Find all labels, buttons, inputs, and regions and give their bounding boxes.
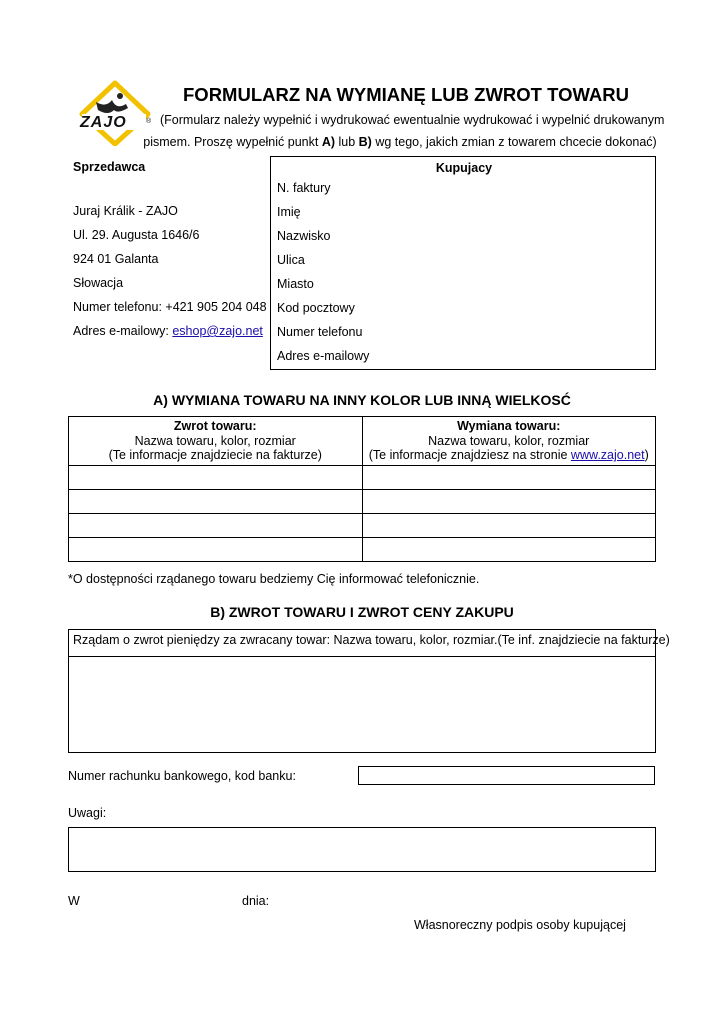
logo-registered-mark: ® [146,118,152,125]
buyer-postcode-field[interactable]: Kod pocztowy [277,301,355,315]
seller-name: Juraj Králik - ZAJO [73,204,178,218]
seller-heading: Sprzedawca [73,160,146,174]
subtitle-line-1: (Formularz należy wypełnić i wydrukować ewentualnie wydrukować i wypelnić drukowanym [160,113,665,127]
exchange-table [68,416,656,562]
exchange-input-cell[interactable] [362,538,656,562]
table-row [69,466,656,490]
availability-note: *O dostępności rządanego towaru bedziemy Cię informować telefonicznie. [68,572,480,586]
zajo-website-link[interactable]: www.zajo.net [570,448,645,463]
return-input-cell[interactable] [69,490,363,514]
table-row [69,490,656,514]
refund-input-area[interactable] [69,657,655,752]
refund-request-text: Rządam o zwrot pieniędzy za zwracany towar: Nazwa towaru, kolor, rozmiar.(Te inf. znajdziecie na fakturze) [73,633,670,647]
table-row [69,514,656,538]
logo-text: ZAJO [80,114,127,131]
section-b-title: B) ZWROT TOWARU I ZWROT CENY ZAKUPU [210,604,514,620]
exchange-column-header: Wymiana towaru: Nazwa towaru, kolor, rozmiar (Te informacje znajdziesz na stronie www.zajo.net) [362,417,656,466]
buyer-heading: Kupujacy [435,161,493,175]
exchange-input-cell[interactable] [362,466,656,490]
return-input-cell[interactable] [69,466,363,490]
refund-box [68,629,670,753]
seller-street: Ul. 29. Augusta 1646/6 [73,228,200,242]
table-row [69,538,656,562]
return-input-cell[interactable] [69,514,363,538]
seller-email-link[interactable]: eshop@zajo.net [172,324,263,338]
buyer-box [270,156,656,370]
buyer-surname-field[interactable]: Nazwisko [277,229,331,243]
buyer-invoice-field[interactable]: N. faktury [277,181,331,195]
return-input-cell[interactable] [69,538,363,562]
buyer-phone-field[interactable]: Numer telefonu [277,325,363,339]
buyer-street-field[interactable]: Ulica [277,253,305,267]
seller-city: 924 01 Galanta [73,252,159,266]
seller-email: Adres e-mailowy: eshop@zajo.net [73,324,263,338]
buyer-firstname-field[interactable]: Imię [277,205,301,219]
notes-field[interactable] [68,827,656,872]
bank-account-field[interactable] [358,766,655,785]
buyer-email-field[interactable]: Adres e-mailowy [277,349,370,363]
return-column-header: Zwrot towaru: Nazwa towaru, kolor, rozmiar (Te informacje znajdziecie na fakturze) [69,417,363,466]
section-a-title: A) WYMIANA TOWARU NA INNY KOLOR LUB INNĄ WIELKOSĆ [153,392,571,408]
page-title: FORMULARZ NA WYMIANĘ LUB ZWROT TOWARU [183,84,629,105]
notes-label: Uwagi: [68,806,107,820]
seller-phone: Numer telefonu: +421 905 204 048 [73,300,267,314]
seller-country: Słowacja [73,276,124,290]
date-label: dnia: [242,894,270,908]
buyer-city-field[interactable]: Miasto [277,277,314,291]
subtitle-line-2: pismem. Proszę wypełnić punkt A) lub B) wg tego, jakich zmian z towarem chcecie dokonać) [143,135,657,149]
exchange-input-cell[interactable] [362,514,656,538]
signature-label: Własnoreczny podpis osoby kupującej [414,918,626,932]
place-label: W [68,894,80,908]
exchange-input-cell[interactable] [362,490,656,514]
bank-account-label: Numer rachunku bankowego, kod banku: [68,769,296,783]
